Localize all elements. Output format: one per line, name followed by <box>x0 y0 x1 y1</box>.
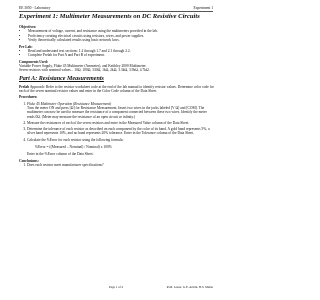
page-number: Page 1 of 4 <box>108 285 123 289</box>
procedures-heading: Procedures: <box>19 95 38 100</box>
prelab-item: • Complete Prelab for Part A and Part B of experiment. <box>28 53 215 57</box>
procedure-step <box>27 138 215 157</box>
conclusions-heading: Conclusions: <box>19 158 39 163</box>
error-formula: %Error = ((Measured – Nominal) / Nominal) x 100% <box>35 144 112 149</box>
footer-authors: R.M. Lester, G.E. Armin, H.S. Mehta <box>166 285 213 289</box>
step-label: Fluke 45 Multimeter Operation (Resistance Measurement) <box>27 101 112 106</box>
objective-item: • Proficiency creating electrical circuits using resistors, wires, and power supplies. <box>28 34 215 38</box>
part-a-prelab <box>19 85 215 94</box>
step-text: Turn the meter ON and press [Ω] for Resistance Measurement. Insert two wires in the jacks labeled [V Ω] and [COM]. The multimeter can now be used to measure the resistance of a component connected between these two wires. Identify the meter reads 0Ω. (Meter may measure the resistance of an open circuit or infinity.) <box>27 105 207 119</box>
conclusions-list <box>19 163 215 167</box>
objective-item: • Verify theoretically calculated results using basic network laws. <box>28 38 215 42</box>
components-heading: Components Used: <box>19 59 49 64</box>
header-course: EE 3050 - Laboratory <box>19 6 51 10</box>
procedures-list <box>19 102 215 157</box>
header-experiment: Experiment 1 <box>193 6 213 10</box>
objectives-list <box>19 29 215 42</box>
objective-item: • Measurement of voltage, current, and resistance using the multimeters provided in the lab. <box>28 29 215 33</box>
prelab-heading: Pre Lab: <box>19 44 33 49</box>
part-a-heading: Part A: Resistance Measurements <box>19 75 104 82</box>
components-line: Seven resistors with nominal values... 10Ω, 100Ω, 330Ω, 1kΩ, 2kΩ, 3.3kΩ, 3.9kΩ, 4.7kΩ. <box>19 68 150 73</box>
prelab-list <box>19 49 215 58</box>
components-line: Variable Power Supply, Fluke 45 Multimeter (Ammeter), and Keithley 2000 Multimeter. <box>19 63 147 68</box>
step-text: Calculate the %Error for each resistor using the following formula: <box>27 137 124 142</box>
conclusion-item: 1. Does each resistor meet manufacturer specifications? <box>27 163 215 167</box>
document-body <box>19 23 215 167</box>
prelab-text: Approach: Refer to the resistor worksheet code at the end of the lab manual to identify resistor values. Determine color code for each of the seven nominal resistor values and enter in the Color Code column of the Data Sheet. <box>19 84 214 93</box>
document-title: Experiment 1: Multimeter Measurements on DC Resistive Circuits <box>19 13 200 20</box>
page-header <box>19 6 213 12</box>
objectives-heading: Objectives: <box>19 25 37 30</box>
prelab-item: • Read and understand text sections: 1.2 through 1.7 and 2.1 through 2.2. <box>28 49 215 53</box>
page-footer <box>19 285 213 289</box>
step-text: Enter in the %Error column of the Data Sheet. <box>27 152 94 157</box>
procedure-step <box>27 102 215 119</box>
procedure-step: 2. Measure the resistances of each of the seven resistors and enter in the Measured Value column of the Data Sheet. <box>27 121 215 125</box>
prelab-label: Prelab <box>19 84 30 89</box>
procedure-step: 3. Determine the tolerance of each resistor as described on each component by the color of its band. A gold band represents 5%, a silver band represents 10%, and no band represents 20% tolerance. Enter in the Tolerance column of the Data Sheet. <box>27 127 215 136</box>
